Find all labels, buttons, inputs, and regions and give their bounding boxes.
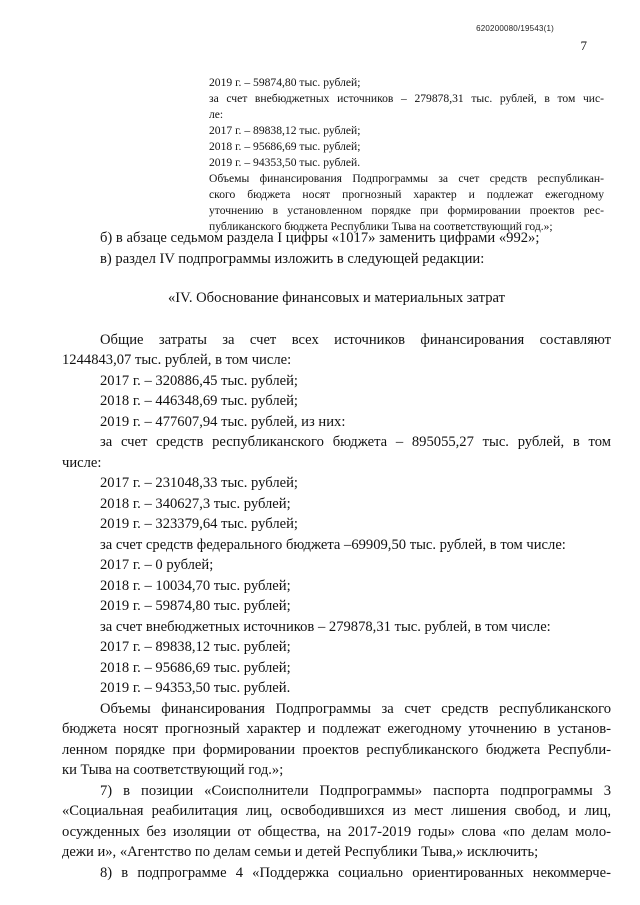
inset-line: уточнению в установленном порядке при формировании проектов рес-: [209, 204, 604, 217]
inset-line: 2019 г. – 94353,50 тыс. рублей.: [209, 156, 361, 169]
year-line: 2018 г. – 95686,69 тыс. рублей;: [100, 659, 291, 676]
quoted-passport-block: [209, 75, 604, 235]
paragraph-line: дежи и», «Агентство по делам семьи и детей Республики Тыва,» исключить;: [62, 844, 539, 860]
year-line: 2017 г. – 320886,45 тыс. рублей;: [100, 372, 298, 389]
paragraph-line: бюджета носят прогнозный характер и подлежат ежегодному уточнению в установ-: [62, 721, 611, 737]
year-line: 2018 г. – 446348,69 тыс. рублей;: [100, 393, 298, 409]
year-line: 2019 г. – 323379,64 тыс. рублей;: [100, 516, 298, 532]
year-line: 2019 г. – 59874,80 тыс. рублей;: [100, 598, 291, 614]
inset-line: Объемы финансирования Подпрограммы за счет средств республикан-: [209, 172, 604, 185]
amendment-item-v: в) раздел IV подпрограммы изложить в следующей редакции:: [100, 250, 485, 267]
year-line: 2017 г. – 0 рублей;: [100, 557, 214, 573]
inset-line: 2019 г. – 59874,80 тыс. рублей;: [209, 76, 361, 89]
paragraph-line: Объемы финансирования Подпрограммы за счет средств республиканского: [100, 700, 611, 717]
paragraph-line: «Социальная реабилитация лиц, освободившихся из мест лишения свобод, и лиц,: [62, 803, 611, 819]
inset-line: 2017 г. – 89838,12 тыс. рублей;: [209, 124, 361, 137]
paragraph-line: 1244843,07 тыс. рублей, в том числе:: [62, 352, 292, 368]
inset-line: публиканского бюджета Республики Тыва на соответствующий год.»;: [209, 220, 553, 233]
year-line: 2017 г. – 231048,33 тыс. рублей;: [100, 475, 298, 491]
paragraph-line: Общие затраты за счет всех источников финансирования составляют: [100, 331, 611, 348]
inset-line: за счет внебюджетных источников – 279878,31 тыс. рублей, в том чис-: [209, 92, 604, 105]
paragraph-line: осужденных без изоляции от общества, на 2017-2019 годы» слова «по делам моло-: [62, 823, 611, 840]
document-id: 620200080/19543(1): [476, 24, 554, 33]
paragraph-line: за счет средств федерального бюджета –69909,50 тыс. рублей, в том числе:: [100, 536, 566, 553]
inset-line: ского бюджета носят прогнозный характер и подлежат ежегодному: [209, 188, 604, 201]
document-body: [62, 228, 611, 883]
paragraph-line: ленном порядке при формировании проектов республиканского бюджета Республи-: [62, 741, 611, 758]
amendment-item-7: 7) в позиции «Соисполнители Подпрограммы» паспорта подпрограммы 3: [100, 782, 611, 799]
year-line: 2017 г. – 89838,12 тыс. рублей;: [100, 639, 291, 655]
inset-line: 2018 г. – 95686,69 тыс. рублей;: [209, 140, 361, 153]
amendment-item-8: 8) в подпрограмме 4 «Поддержка социально ориентированных некоммерче-: [100, 864, 611, 881]
paragraph-line: числе:: [62, 454, 102, 471]
amendment-item-b: б) в абзаце седьмом раздела I цифры «1017» заменить цифрами «992»;: [100, 230, 540, 246]
year-line: 2018 г. – 340627,3 тыс. рублей;: [100, 495, 291, 512]
year-line: 2019 г. – 477607,94 тыс. рублей, из них:: [100, 413, 346, 430]
inset-line: ле:: [209, 108, 224, 121]
year-line: 2018 г. – 10034,70 тыс. рублей;: [100, 577, 291, 594]
page-number: 7: [580, 38, 587, 53]
section-heading: «IV. Обоснование финансовых и материальных затрат: [168, 290, 505, 306]
paragraph-line: ки Тыва на соответствующий год.»;: [62, 762, 284, 778]
paragraph-line: за счет внебюджетных источников – 279878,31 тыс. рублей, в том числе:: [100, 618, 551, 635]
year-line: 2019 г. – 94353,50 тыс. рублей.: [100, 680, 291, 696]
paragraph-line: за счет средств республиканского бюджета – 895055,27 тыс. рублей, в том: [100, 434, 611, 450]
